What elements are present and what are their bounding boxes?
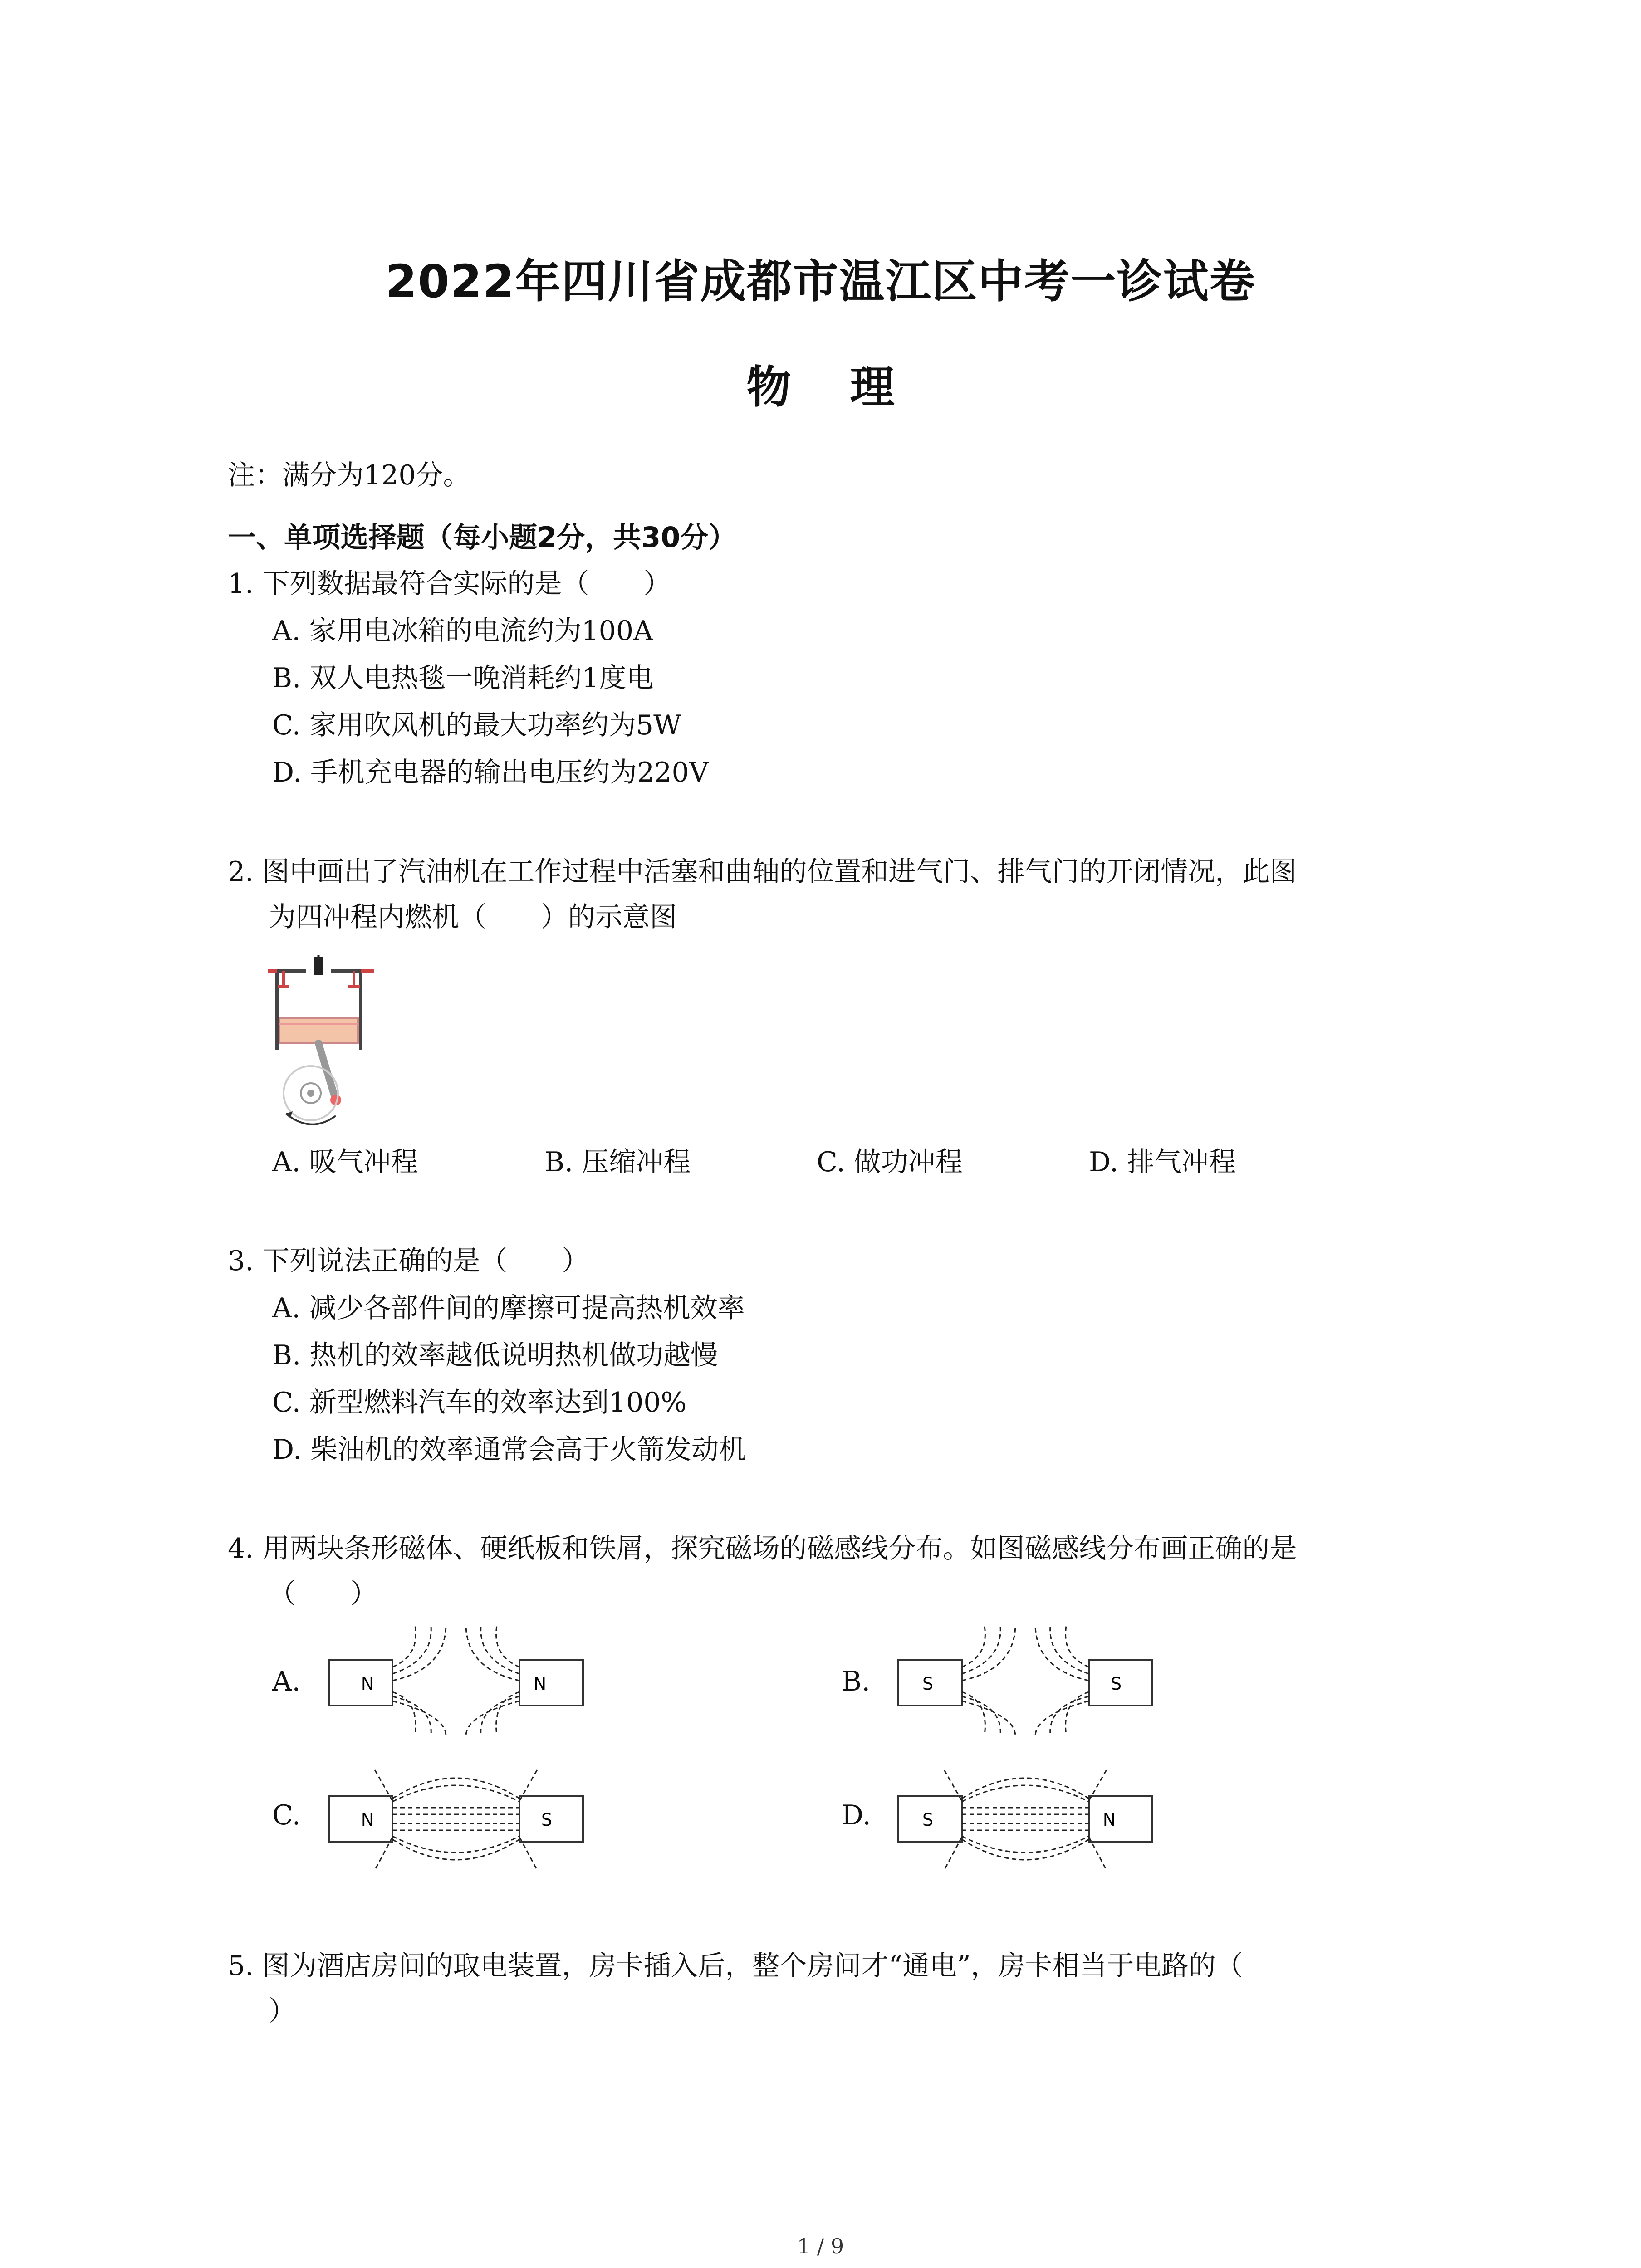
q2-option-b: B. 压缩冲程 [544, 1146, 691, 1178]
magnet-b-left-pole: S [922, 1674, 934, 1694]
q4-option-a: A. [272, 1666, 301, 1697]
question-5: 5. 图为酒店房间的取电装置，房卡插入后，整个房间才“通电”，房卡相当于电路的（ [228, 1950, 1243, 1982]
q1-option-c: C. 家用吹风机的最大功率约为5W [272, 709, 681, 741]
page-title: 2022年四川省成都市温江区中考一诊试卷 [385, 255, 1256, 308]
score-note: 注：满分为120分。 [228, 459, 470, 491]
magnet-c-left-pole: N [361, 1810, 374, 1830]
magnet-c-right-pole: S [541, 1810, 553, 1830]
q3-option-b: B. 热机的效率越低说明热机做功越慢 [272, 1339, 718, 1371]
q1-option-d: D. 手机充电器的输出电压约为220V [272, 757, 709, 788]
q1-option-a: A. 家用电冰箱的电流约为100A [272, 615, 653, 647]
q2-option-d: D. 排气冲程 [1089, 1146, 1236, 1178]
q2-option-a: A. 吸气冲程 [272, 1146, 418, 1178]
q4-option-d: D. [842, 1799, 872, 1831]
magnet-diagram-a [324, 1624, 588, 1737]
magnet-a-right-pole: N [533, 1674, 547, 1694]
q1-option-b: B. 双人电热毯一晚消耗约1度电 [272, 662, 654, 694]
subject-title: 物理 [746, 362, 954, 413]
magnet-diagram-d [894, 1760, 1157, 1878]
q3-option-c: C. 新型燃料汽车的效率达到100% [272, 1387, 687, 1418]
engine-diagram [268, 955, 377, 1136]
question-2: 2. 图中画出了汽油机在工作过程中活塞和曲轴的位置和进气门、排气门的开闭情况，此图 [228, 856, 1297, 888]
question-3: 3. 下列说法正确的是（ ） [228, 1245, 589, 1277]
question-4-line2: （ ） [269, 1578, 377, 1610]
question-1: 1. 下列数据最符合实际的是（ ） [228, 568, 671, 600]
magnet-diagram-b [894, 1624, 1157, 1737]
q4-option-b: B. [842, 1666, 871, 1697]
magnet-d-right-pole: N [1102, 1810, 1116, 1830]
q3-option-a: A. 减少各部件间的摩擦可提高热机效率 [272, 1292, 745, 1324]
q2-option-c: C. 做功冲程 [817, 1146, 963, 1178]
question-4: 4. 用两块条形磁体、硬纸板和铁屑，探究磁场的磁感线分布。如图磁感线分布画正确的是 [228, 1533, 1297, 1564]
magnet-d-left-pole: S [922, 1810, 934, 1830]
question-2-line2: 为四冲程内燃机（ ）的示意图 [269, 901, 677, 933]
magnet-diagram-c [324, 1760, 588, 1878]
page-number: 1 / 9 [797, 2234, 844, 2258]
q4-option-c: C. [272, 1799, 301, 1831]
magnet-a-left-pole: N [361, 1674, 374, 1694]
magnet-b-right-pole: S [1110, 1674, 1122, 1694]
q3-option-d: D. 柴油机的效率通常会高于火箭发动机 [272, 1434, 746, 1466]
section-heading: 一、单项选择题（每小题2分，共30分） [228, 521, 737, 554]
question-5-line2: ） [269, 1995, 296, 2027]
